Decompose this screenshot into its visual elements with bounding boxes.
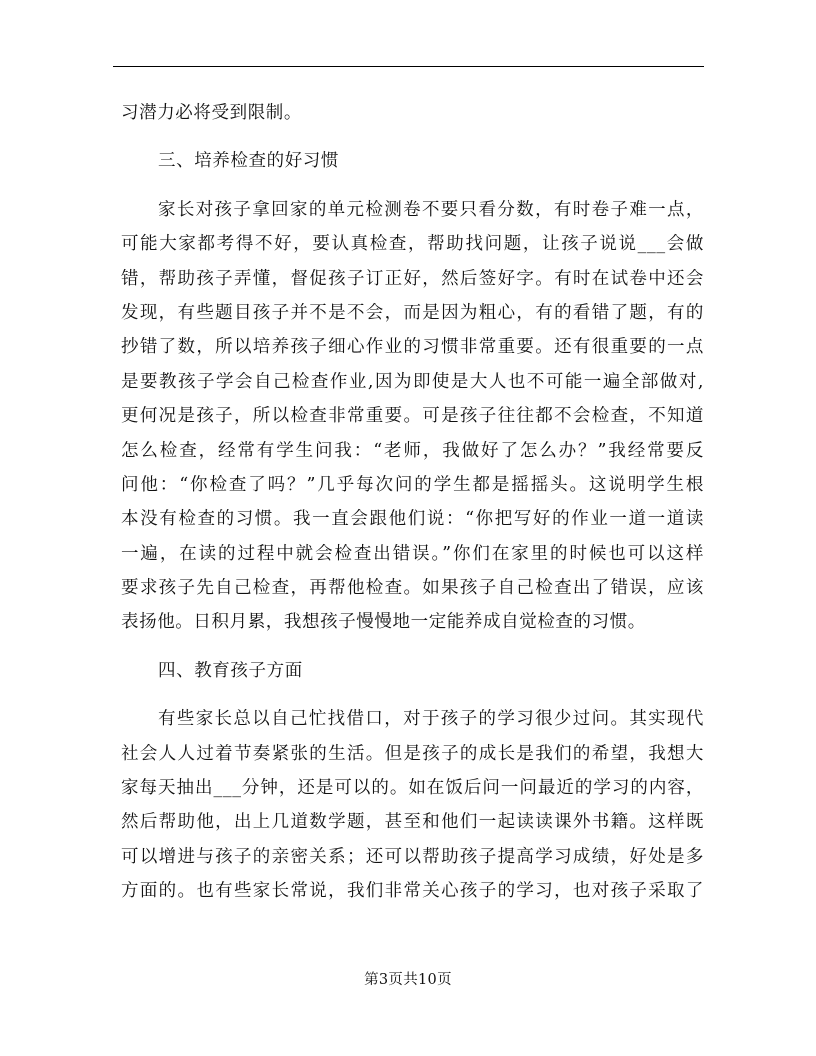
paragraph-gap [121, 130, 704, 144]
text-line: 表扬他。日积月累，我想孩子慢慢地一定能养成自觉检查的习惯。 [121, 612, 646, 633]
text-line: 怎么检查，经常有学生问我：“老师，我做好了怎么办？”我经常要反 [121, 440, 704, 461]
text-line: 本没有检查的习惯。我一直会跟他们说：“你把写好的作业一道一道读 [121, 509, 704, 530]
text-line: 一遍，在读的过程中就会检查出错误。”你们在家里的时候也可以这样 [121, 543, 704, 564]
section-heading-4: 四、教育孩子方面 [158, 660, 303, 681]
document-body [121, 96, 704, 909]
header-rule [113, 66, 704, 67]
text-line: 可以增进与孩子的亲密关系；还可以帮助孩子提高学习成绩，好处是多 [121, 846, 704, 867]
text-line: 家长对孩子拿回家的单元检测卷不要只看分数，有时卷子难一点， [158, 199, 704, 220]
text-line: 发现，有些题目孩子并不是不会，而是因为粗心，有的看错了题，有的 [121, 302, 704, 323]
text-line: 有些家长总以自己忙找借口，对于孩子的学习很少过问。其实现代 [158, 709, 704, 730]
page-number: 第3页共10页 [364, 972, 452, 988]
text-line: 方面的。也有些家长常说，我们非常关心孩子的学习，也对孩子采取了 [121, 881, 704, 902]
text-line: 习潜力必将受到限制。 [121, 103, 302, 123]
text-line: 错，帮助孩子弄懂，督促孩子订正好，然后签好字。有时在试卷中还会 [121, 268, 704, 289]
section-heading-3: 三、培养检查的好习惯 [158, 151, 339, 172]
text-line: 问他：“你检查了吗？”几乎每次问的学生都是摇摇头。这说明学生根 [121, 474, 704, 495]
text-line: 然后帮助他，出上几道数学题，甚至和他们一起读读课外书籍。这样既 [121, 812, 704, 833]
text-line: 要求孩子先自己检查，再帮他检查。如果孩子自己检查出了错误，应该 [121, 578, 704, 599]
paragraph-4 [121, 702, 704, 908]
paragraph-gap [121, 688, 704, 702]
text-line: 可能大家都考得不好，要认真检查，帮助找问题，让孩子说说___会做 [121, 234, 704, 255]
paragraph-gap [121, 640, 704, 654]
paragraph-3 [121, 193, 704, 640]
text-line: 抄错了数，所以培养孩子细心作业的习惯非常重要。还有很重要的一点 [121, 337, 704, 358]
text-line: 更何况是孩子，所以检查非常重要。可是孩子往往都不会检查，不知道 [121, 406, 704, 427]
paragraph-gap [121, 179, 704, 193]
text-line: 社会人人过着节奏紧张的生活。但是孩子的成长是我们的希望，我想大 [121, 743, 704, 764]
text-line: 是要教孩子学会自己检查作业,因为即使是大人也不可能一遍全部做对, [121, 371, 704, 392]
text-line: 家每天抽出___分钟，还是可以的。如在饭后问一问最近的学习的内容， [121, 778, 704, 799]
